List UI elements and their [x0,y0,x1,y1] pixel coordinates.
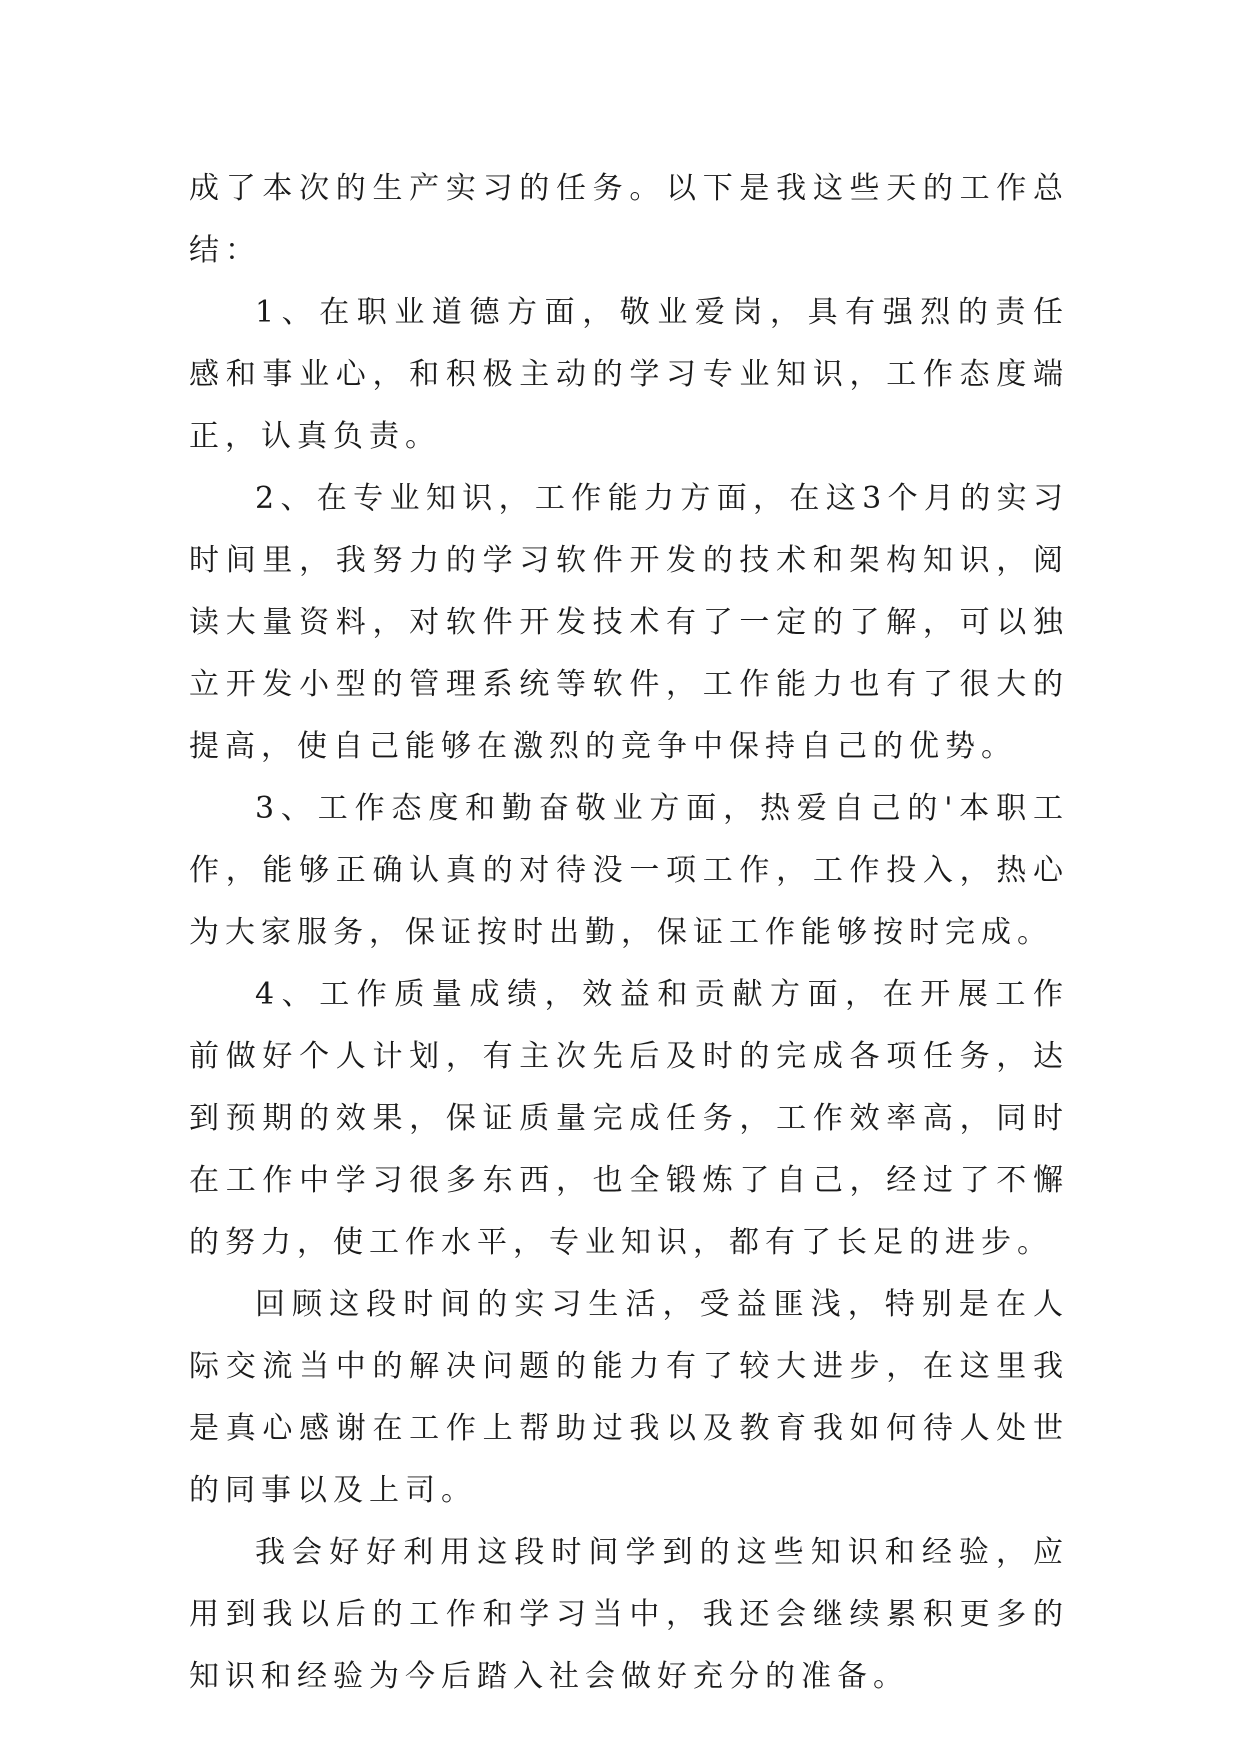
paragraph-item-2: 2、在专业知识，工作能力方面，在这3个月的实习时间里，我努力的学习软件开发的技术和架构知识，阅读大量资料，对软件开发技术有了一定的了解，可以独立开发小型的管理系统等软件，工作能力也有了很大的提高，使自己能够在激烈的竞争中保持自己的优势。 [189,481,1069,764]
paragraph-item-1: 1、在职业道德方面，敬业爱岗，具有强烈的责任感和事业心，和积极主动的学习专业知识，工作态度端正，认真负责。 [189,295,1069,454]
paragraph-conclusion: 我会好好利用这段时间学到的这些知识和经验，应用到我以后的工作和学习当中，我还会继续累积更多的知识和经验为今后踏入社会做好充分的准备。 [189,1535,1069,1694]
paragraph-item-4: 4、工作质量成绩，效益和贡献方面，在开展工作前做好个人计划，有主次先后及时的完成各项任务，达到预期的效果，保证质量完成任务，工作效率高，同时在工作中学习很多东西，也全锻炼了自己，经过了不懈的努力，使工作水平，专业知识，都有了长足的进步。 [189,977,1069,1260]
paragraph-intro-continuation: 成了本次的生产实习的任务。以下是我这些天的工作总结： [189,171,1069,268]
paragraph-review: 回顾这段时间的实习生活，受益匪浅，特别是在人际交流当中的解决问题的能力有了较大进步，在这里我是真心感谢在工作上帮助过我以及教育我如何待人处世的同事以及上司。 [189,1287,1069,1508]
paragraph-item-3: 3、工作态度和勤奋敬业方面，热爱自己的'本职工作，能够正确认真的对待没一项工作，工作投入，热心为大家服务，保证按时出勤，保证工作能够按时完成。 [189,791,1069,950]
document-body [189,158,1069,1708]
